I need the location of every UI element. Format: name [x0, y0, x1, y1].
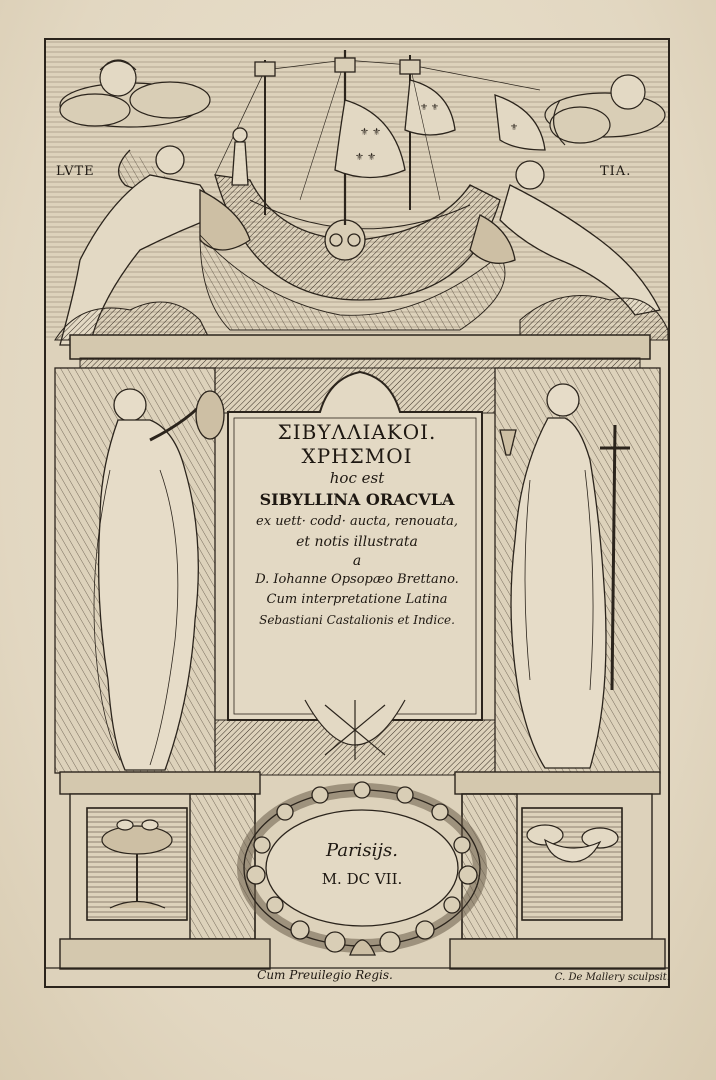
title-line-notis: et notis illustrata	[296, 534, 418, 550]
title-line-a: a	[352, 553, 362, 569]
top-right-inscription: TIA.	[600, 164, 632, 179]
castalionis-line: Sebastiani Castalionis et Indice.	[259, 613, 455, 627]
top-left-inscription: LVTE	[56, 164, 95, 179]
publication-year: M. DC VII.	[321, 870, 403, 888]
svg-text:⚜ ⚜: ⚜ ⚜	[420, 103, 439, 113]
interpretation-line: Cum interpretatione Latina	[266, 592, 448, 607]
svg-text:⚜ ⚜: ⚜ ⚜	[360, 127, 382, 138]
author-line: D. Iohanne Opsopæo Brettano.	[255, 572, 459, 587]
greek-title-line2: ΧΡΗΣΜΟΙ	[301, 444, 413, 468]
place-of-publication: Parisijs.	[326, 840, 398, 861]
title-line-codd: ex uett· codd· aucta, renouata,	[256, 514, 458, 529]
svg-text:⚜ ⚜: ⚜ ⚜	[355, 152, 377, 163]
greek-title-line1: ΣΙΒΥΛΛΙΑΚΟΙ.	[277, 420, 437, 444]
engraver-signature: C. De Mallery sculpsit.	[554, 972, 670, 983]
entablature	[70, 335, 650, 359]
title-line-sibyllina: SIBYLLINA ORACVLA	[259, 490, 455, 509]
title-line-hoc-est: hoc est	[329, 469, 385, 487]
privilege-caption: Cum Preuilegio Regis.	[257, 968, 393, 982]
svg-text:⚜: ⚜	[510, 123, 519, 133]
fruit-wreath	[244, 782, 480, 955]
title-cartouche-text	[232, 420, 482, 630]
